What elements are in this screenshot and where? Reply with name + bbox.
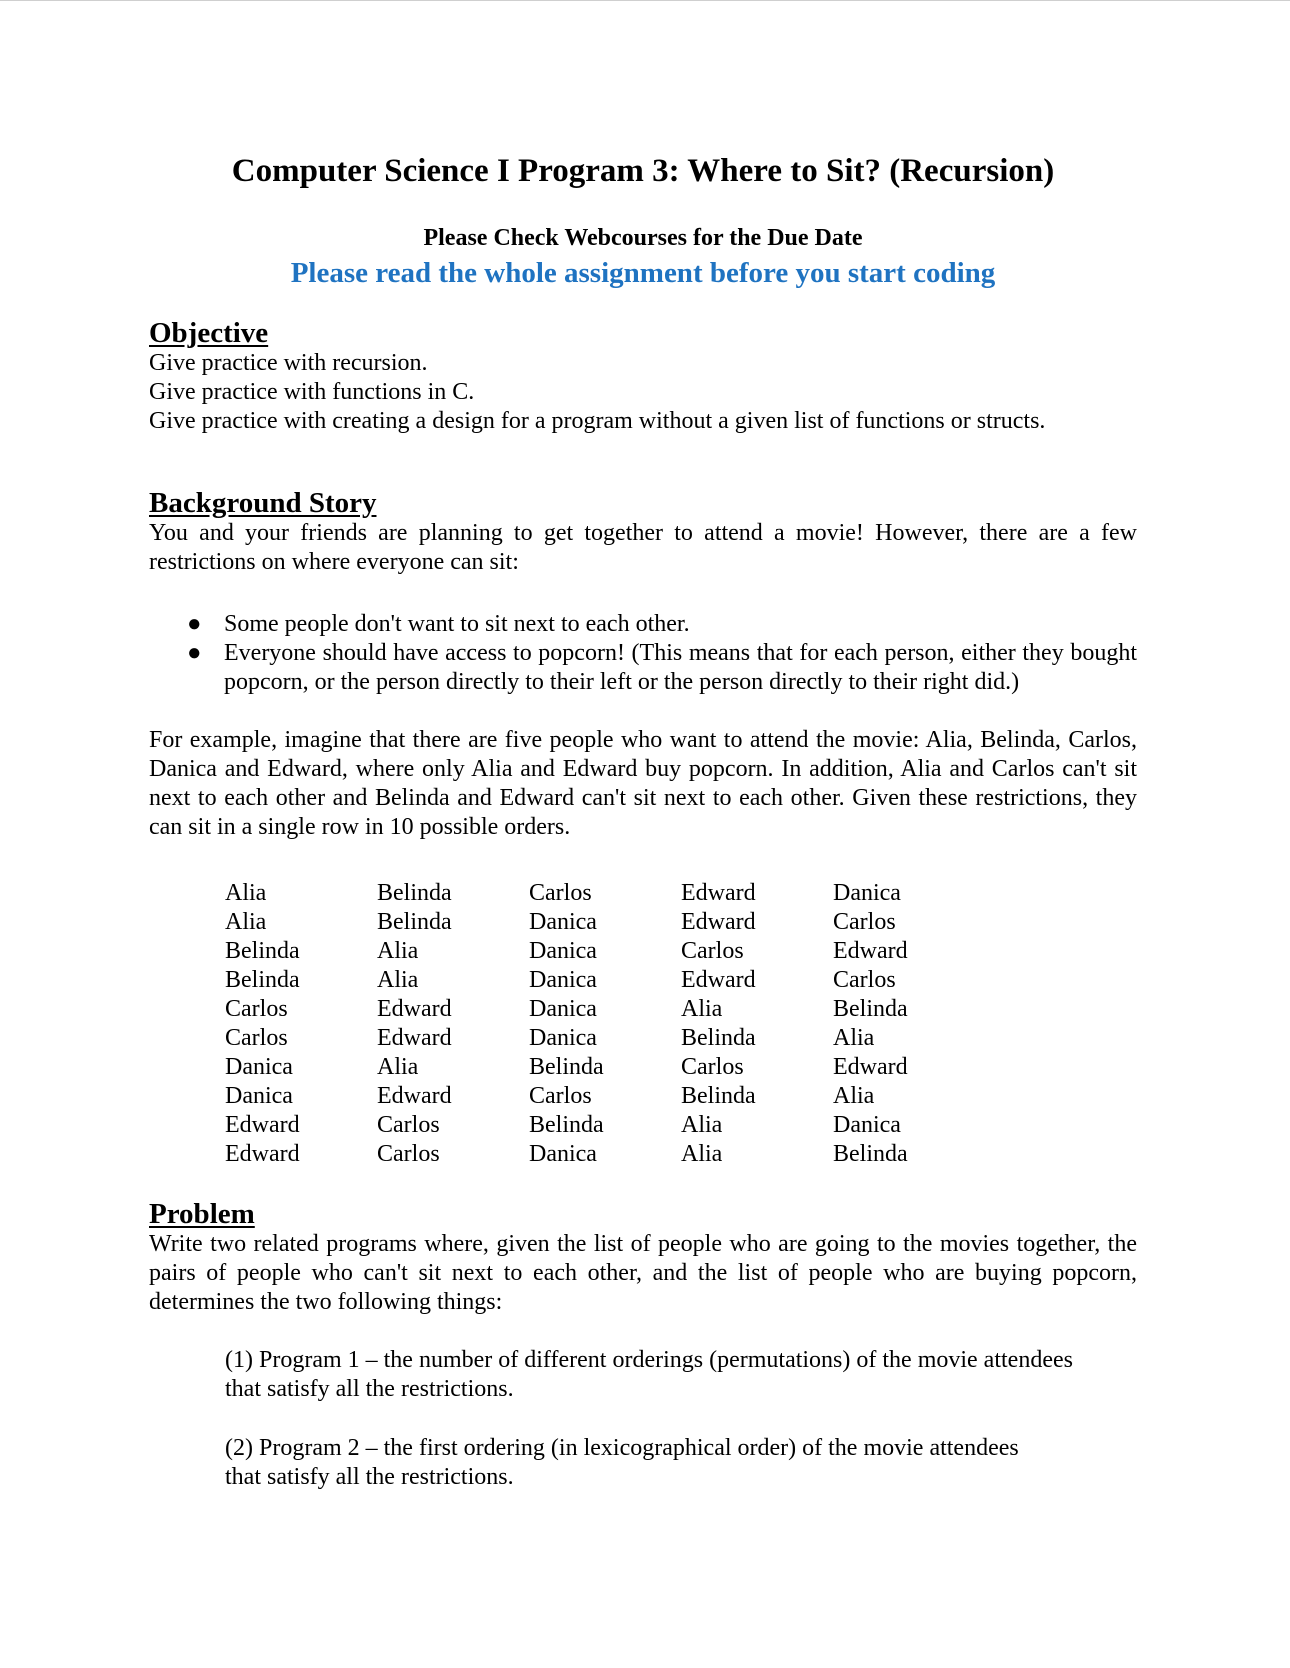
table-row bbox=[225, 995, 985, 1024]
seat-cell: Alia bbox=[833, 1025, 875, 1051]
seat-cell: Alia bbox=[833, 1083, 875, 1109]
seat-cell: Danica bbox=[225, 1054, 293, 1080]
seat-cell: Belinda bbox=[225, 938, 300, 964]
program-2-line: that satisfy all the restrictions. bbox=[225, 1464, 514, 1490]
seat-cell: Edward bbox=[225, 1112, 300, 1138]
seat-cell: Carlos bbox=[377, 1112, 440, 1138]
seat-cell: Carlos bbox=[225, 996, 288, 1022]
seat-cell: Danica bbox=[529, 938, 597, 964]
seat-cell: Carlos bbox=[529, 880, 592, 906]
table-row bbox=[225, 879, 985, 908]
seat-cell: Edward bbox=[377, 1025, 452, 1051]
program-1-line: that satisfy all the restrictions. bbox=[225, 1376, 514, 1402]
seat-cell: Edward bbox=[681, 909, 756, 935]
background-heading: Background Story bbox=[149, 487, 377, 519]
seat-cell: Alia bbox=[377, 967, 419, 993]
background-intro: You and your friends are planning to get together to attend a movie! However, there are a few restrictions on where everyone can sit: bbox=[149, 520, 1137, 575]
seat-cell: Alia bbox=[377, 938, 419, 964]
seat-cell: Belinda bbox=[377, 909, 452, 935]
seat-cell: Carlos bbox=[681, 1054, 744, 1080]
seat-cell: Alia bbox=[681, 1141, 723, 1167]
program-1-description bbox=[225, 1346, 1137, 1404]
seat-cell: Danica bbox=[529, 1025, 597, 1051]
objective-heading: Objective bbox=[149, 317, 269, 349]
seat-cell: Belinda bbox=[833, 996, 908, 1022]
table-row bbox=[225, 1140, 985, 1169]
seat-cell: Danica bbox=[529, 996, 597, 1022]
seat-cell: Edward bbox=[681, 880, 756, 906]
table-row bbox=[225, 966, 985, 995]
table-row bbox=[225, 1053, 985, 1082]
seat-cell: Carlos bbox=[833, 967, 896, 993]
bullet-icon: ● bbox=[187, 640, 202, 666]
page-title: Computer Science I Program 3: Where to Sit? (Recursion) bbox=[231, 153, 1055, 189]
restriction-item bbox=[149, 639, 1137, 697]
program-2-line: (2) Program 2 – the first ordering (in lexicographical order) of the movie attendees bbox=[225, 1435, 1019, 1461]
seat-cell: Alia bbox=[377, 1054, 419, 1080]
seat-cell: Belinda bbox=[225, 967, 300, 993]
bullet-icon: ● bbox=[187, 611, 202, 637]
read-assignment-note: Please read the whole assignment before you start coding bbox=[290, 257, 996, 289]
seat-cell: Danica bbox=[833, 880, 901, 906]
objective-line: Give practice with functions in C. bbox=[149, 379, 475, 405]
program-2-description bbox=[225, 1434, 1137, 1492]
seat-cell: Alia bbox=[225, 909, 267, 935]
table-row bbox=[225, 1111, 985, 1140]
restriction-list bbox=[149, 610, 1137, 697]
restriction-text: Some people don't want to sit next to each other. bbox=[224, 611, 690, 637]
table-row bbox=[225, 1024, 985, 1053]
example-paragraph: For example, imagine that there are five people who want to attend the movie: Alia, Belinda, Carlos, Danica and Edward, where only Alia and Edward buy popcorn. In addition, Alia and Carlos can't sit next to each other and Belinda and Edward can't sit next to each other. Given these restrictions, they can sit in a single row in 10 possible orders. bbox=[149, 727, 1137, 840]
seat-cell: Carlos bbox=[681, 938, 744, 964]
seat-cell: Carlos bbox=[377, 1141, 440, 1167]
objective-list bbox=[149, 349, 1137, 436]
seat-cell: Edward bbox=[225, 1141, 300, 1167]
table-row bbox=[225, 1082, 985, 1111]
seat-cell: Danica bbox=[833, 1112, 901, 1138]
table-row bbox=[225, 908, 985, 937]
restriction-text: Everyone should have access to popcorn! (This means that for each person, either they bought popcorn, or the person directly to their left or the person directly to their right did.) bbox=[224, 640, 1137, 695]
seat-cell: Edward bbox=[681, 967, 756, 993]
seat-cell: Belinda bbox=[681, 1083, 756, 1109]
seat-cell: Danica bbox=[529, 967, 597, 993]
seat-cell: Carlos bbox=[225, 1025, 288, 1051]
seat-cell: Edward bbox=[377, 1083, 452, 1109]
seat-cell: Carlos bbox=[529, 1083, 592, 1109]
problem-heading: Problem bbox=[149, 1198, 255, 1230]
table-row bbox=[225, 937, 985, 966]
seat-cell: Edward bbox=[833, 1054, 908, 1080]
seat-cell: Alia bbox=[681, 1112, 723, 1138]
seat-cell: Alia bbox=[681, 996, 723, 1022]
seat-cell: Belinda bbox=[529, 1054, 604, 1080]
program-1-line: (1) Program 1 – the number of different orderings (permutations) of the movie attendees bbox=[225, 1347, 1073, 1373]
seat-cell: Alia bbox=[225, 880, 267, 906]
seat-cell: Belinda bbox=[681, 1025, 756, 1051]
seat-cell: Belinda bbox=[833, 1141, 908, 1167]
seat-cell: Carlos bbox=[833, 909, 896, 935]
seat-cell: Danica bbox=[529, 1141, 597, 1167]
seat-cell: Danica bbox=[529, 909, 597, 935]
seating-orders-table bbox=[225, 879, 985, 1169]
problem-text: Write two related programs where, given the list of people who are going to the movies together, the pairs of people who can't sit next to each other, and the list of people who are buying popcorn, determines the two following things: bbox=[149, 1231, 1137, 1315]
restriction-item bbox=[149, 610, 1137, 639]
seat-cell: Edward bbox=[377, 996, 452, 1022]
seat-cell: Belinda bbox=[377, 880, 452, 906]
seat-cell: Edward bbox=[833, 938, 908, 964]
seat-cell: Belinda bbox=[529, 1112, 604, 1138]
page-top-border bbox=[0, 0, 1290, 1]
objective-line: Give practice with creating a design for a program without a given list of functions or structs. bbox=[149, 408, 1046, 434]
due-date-note: Please Check Webcourses for the Due Date bbox=[423, 225, 863, 251]
seat-cell: Danica bbox=[225, 1083, 293, 1109]
objective-line: Give practice with recursion. bbox=[149, 350, 428, 376]
